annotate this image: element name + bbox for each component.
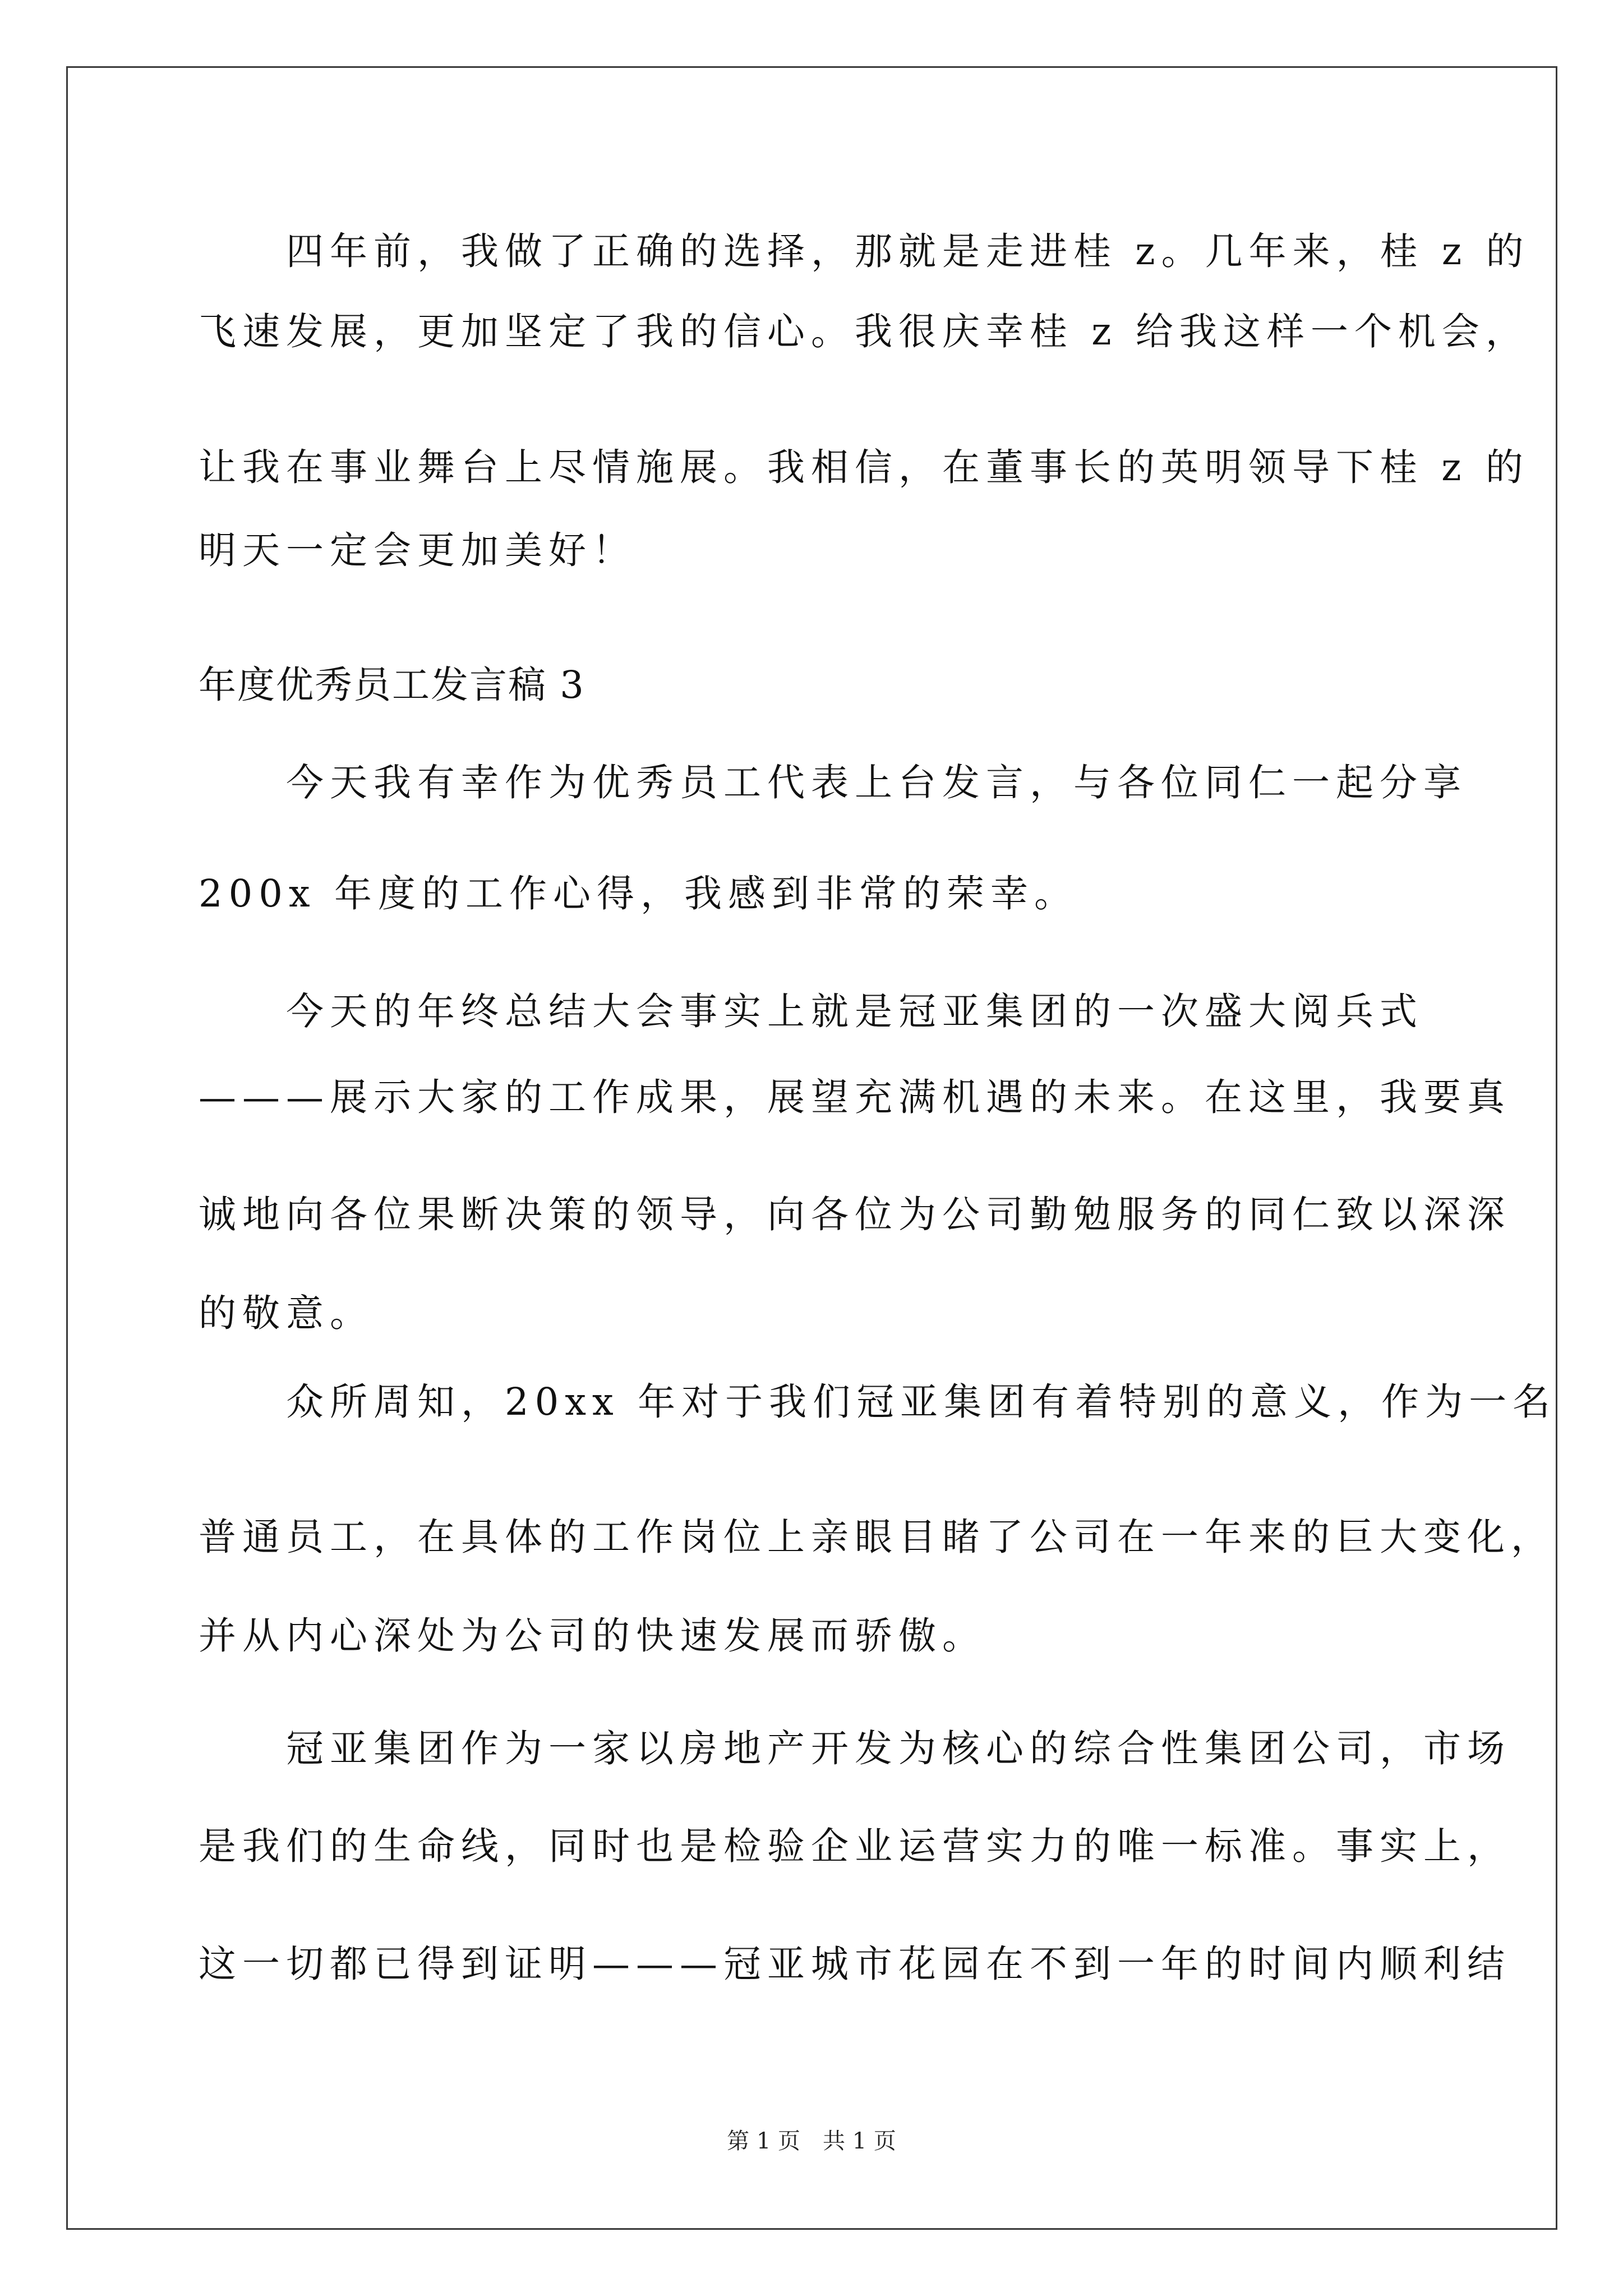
paragraph-line: 并从内心深处为公司的快速发展而骄傲。 xyxy=(199,1614,986,1658)
page-border xyxy=(66,66,1557,2230)
paragraph-line: 众所周知，20xx 年对于我们冠亚集团有着特别的意义，作为一名 xyxy=(199,1380,1557,1424)
paragraph-line: 冠亚集团作为一家以房地产开发为核心的综合性集团公司，市场 xyxy=(199,1727,1511,1770)
paragraph-line: 诚地向各位果断决策的领导，向各位为公司勤勉服务的同仁致以深深 xyxy=(199,1193,1511,1236)
paragraph-line: 明天一定会更加美好！ xyxy=(199,528,636,572)
paragraph-line: ———展示大家的工作成果，展望充满机遇的未来。在这里，我要真 xyxy=(199,1075,1511,1119)
paragraph-line: 是我们的生命线，同时也是检验企业运营实力的唯一标准。事实上， xyxy=(199,1824,1511,1868)
paragraph-line: 的敬意。 xyxy=(199,1291,374,1335)
paragraph-line: 200x 年度的工作心得，我感到非常的荣幸。 xyxy=(199,872,1078,915)
paragraph-line: 今天的年终总结大会事实上就是冠亚集团的一次盛大阅兵式 xyxy=(199,990,1423,1033)
paragraph-line: 让我在事业舞台上尽情施展。我相信，在董事长的英明领导下桂 z 的 xyxy=(199,445,1529,489)
paragraph-line: 今天我有幸作为优秀员工代表上台发言，与各位同仁一起分享 xyxy=(199,761,1467,804)
paragraph-line: 普通员工，在具体的工作岗位上亲眼目睹了公司在一年来的巨大变化， xyxy=(199,1515,1555,1559)
page-footer: 第 1 页 共 1 页 xyxy=(727,2128,896,2154)
paragraph-line: 这一切都已得到证明———冠亚城市花园在不到一年的时间内顺利结 xyxy=(199,1942,1511,1986)
section-title: 年度优秀员工发言稿 3 xyxy=(199,663,585,707)
paragraph-line: 飞速发展，更加坚定了我的信心。我很庆幸桂 z 给我这样一个机会， xyxy=(199,310,1529,353)
paragraph-line: 四年前，我做了正确的选择，那就是走进桂 z。几年来，桂 z 的 xyxy=(199,229,1530,273)
